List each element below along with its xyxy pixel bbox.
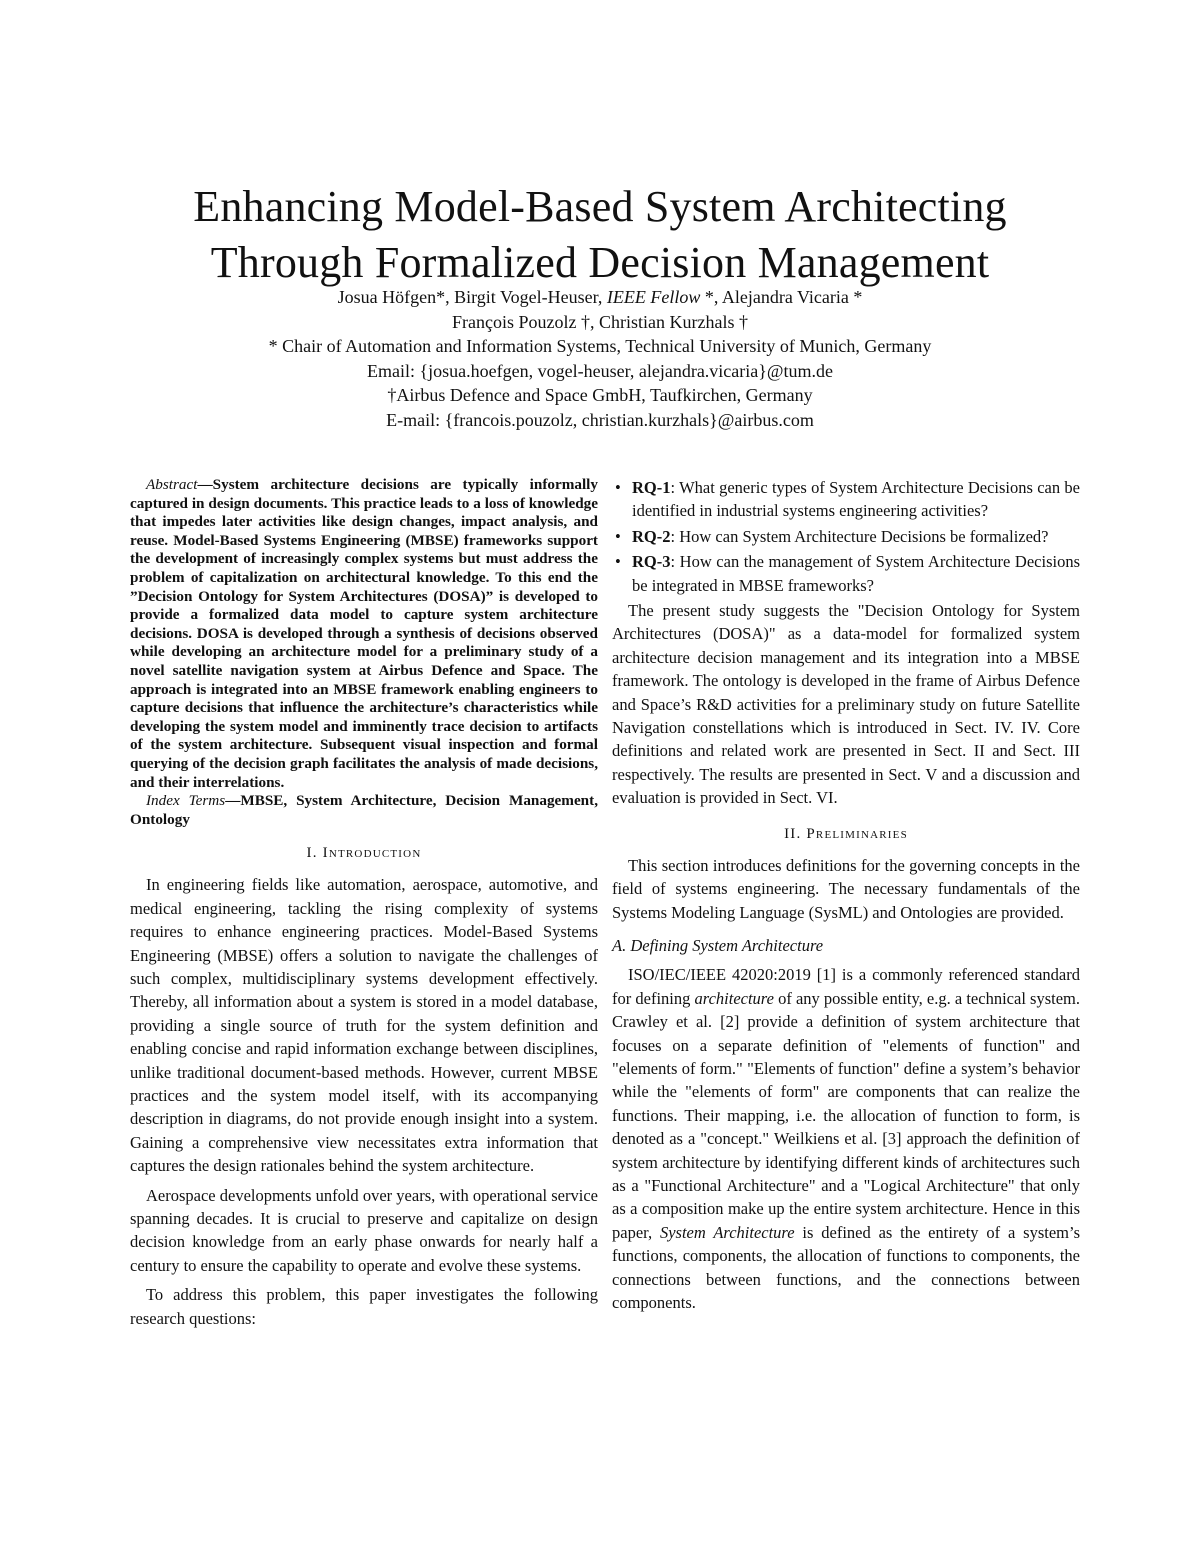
- paragraph-text-c: is defined as the entirety of a system’s functions, components, the allocation of functions to components, the connections between functions, and the connections between components.: [612, 1222, 1080, 1312]
- rq-label: RQ-1: [632, 478, 671, 497]
- section-number: II.: [784, 825, 807, 842]
- author-names-b: *, Alejandra Vicaria *: [700, 287, 863, 307]
- rq-label: RQ-2: [632, 526, 671, 546]
- preliminaries-paragraph: This section introduces definitions for the governing concepts in the field of systems engineering. The necessary fundamentals of the Systems Modeling Language (SysML) and Ontologies are provided.: [612, 855, 1080, 922]
- abstract-text: —System architecture decisions are typically informally captured in design documents. This practice leads to a loss of knowledge that impedes later activities like design changes, impact analysis, and reuse. Model-Based Systems Engineering (MBSE) frameworks support the development of increasingly complex systems but must address the problem of capitalization on architectural knowledge. To this end the ”Decision Ontology for System Architectures (DOSA)” is developed to provide a formalized data model to capture system architecture decisions. DOSA is developed through a synthesis of decisions observed while developing an architecture model for a preliminary study of a novel satellite navigation system at Airbus Defence and Space. The approach is integrated into an MBSE framework enabling engineers to capture decisions that influence the architecture’s characteristics while developing the system model and imminently trace decision to artifacts of the system architecture. Subsequent visual inspection and formal querying of the decision graph facilitates the analysis of made decisions, and their interrelations.: [130, 476, 598, 791]
- paragraph-text-a: ISO/IEC/IEEE 42020:2019 [1] is a commonly referenced standard for defining: [612, 965, 1080, 1008]
- author-names-a: Josua Höfgen*, Birgit Vogel-Heuser,: [337, 287, 607, 307]
- section-heading-preliminaries: [612, 824, 1080, 844]
- bullet: •: [615, 552, 621, 572]
- title-line-1: Enhancing Model-Based System Architecting: [193, 182, 1007, 232]
- email-1: Email: {josua.hoefgen, vogel-heuser, alejandra.vicaria}@tum.de: [367, 360, 833, 381]
- affiliation-1: * Chair of Automation and Information Systems, Technical University of Munich, Germany: [268, 336, 932, 357]
- index-terms-text: —MBSE, System Architecture, Decision Management, Ontology: [130, 792, 598, 828]
- subsection-heading: A. Defining System Architecture: [612, 935, 824, 955]
- list-item: [612, 550, 1080, 597]
- section-title: Introduction: [322, 845, 422, 862]
- email-2: E-mail: {francois.pouzolz, christian.kurzhals}@airbus.com: [386, 409, 814, 430]
- list-item: [612, 476, 1080, 523]
- list-item: [612, 525, 1080, 548]
- rq-text: : How can System Architecture Decisions be formalized?: [670, 526, 1049, 546]
- author-block: [100, 285, 1100, 433]
- study-paragraph: The present study suggests the "Decision Ontology for System Architectures (DOSA)" as a data-model for formalized system architecture decision management and its integration into a MBSE framework. The ontology is developed in the frame of Airbus Defence and Space’s R&D activities for a preliminary study on future Satellite Navigation constellations which is introduced in Sect. IV. IV. Core definitions and related work are presented in Sect. II and Sect. III respectively. The results are presented in Sect. V and a discussion and evaluation is provided in Sect. VI.: [612, 601, 1080, 808]
- rq-text: : How can the management of System Architecture Decisions be integrated in MBSE frameworks?: [632, 552, 1080, 595]
- fellow-title: IEEE Fellow: [606, 287, 701, 307]
- emphasis-system-architecture: System Architecture: [659, 1222, 795, 1242]
- abstract-lead: Abstract: [146, 476, 198, 493]
- paragraph-text-b: of any possible entity, e.g. a technical system. Crawley et al. [2] provide a definition of system architecture that focuses on a separate definition of "elements of function" and "elements of form." "Elements of function" define a system’s behavior while the "elements of form" are components that can realize the functions. Their mapping, i.e. the allocation of function to form, is denoted as a "concept." Weilkiens et al. [3] approach the definition of system architecture by identifying different kinds of architectures such as a "Functional Architecture" and a "Logical Architecture" that only as a composition make up the entire system architecture. Hence in this paper,: [612, 988, 1080, 1242]
- author-line-2: François Pouzolz †, Christian Kurzhals †: [452, 311, 748, 332]
- section-number: I.: [306, 845, 323, 862]
- abstract: [130, 476, 598, 792]
- index-terms: [130, 792, 598, 829]
- rq-text: : What generic types of System Architecture Decisions can be identified in industrial systems engineering activities?: [632, 478, 1080, 521]
- rq-label: RQ-3: [632, 552, 671, 572]
- architecture-paragraph: [612, 963, 1080, 1314]
- right-column: [612, 476, 1080, 1320]
- intro-paragraph-1: In engineering fields like automation, aerospace, automotive, and medical engineering, tackling the rising complexity of systems requires to enhance engineering practices. Model-Based Systems Engineering (MBSE) offers a solution to navigate the challenges of such complex, multidisciplinary systems development effectively. Thereby, all information about a system is stored in a model database, providing a single source of truth for the system definition and enabling concise and rapid information exchange between disciplines, unlike traditional document-based methods. However, current MBSE practices and the system model itself, with its accompanying description in diagrams, do not provide enough insight into a system. Gaining a comprehensive view necessitates extra information that captures the design rationales behind the system architecture.: [130, 875, 598, 1176]
- intro-paragraph-2: Aerospace developments unfold over years, with operational service spanning decades. It is crucial to preserve and capitalize on design decision knowledge from an early phase onwards for nearly half a century to ensure the capability to operate and evolve these systems.: [130, 1185, 598, 1275]
- index-terms-lead: Index Terms: [146, 792, 226, 810]
- section-title: Preliminaries: [806, 825, 908, 842]
- title-line-2: Through Formalized Decision Management: [210, 238, 990, 288]
- section-heading-introduction: [130, 843, 598, 863]
- left-column: [130, 476, 598, 1336]
- affiliation-2: †Airbus Defence and Space GmbH, Taufkirchen, Germany: [387, 385, 813, 406]
- bullet: •: [615, 478, 621, 497]
- paper-title: [100, 179, 1100, 291]
- emphasis-architecture: architecture: [694, 988, 774, 1008]
- research-questions-list: [612, 476, 1080, 597]
- author-line-1: [100, 285, 1100, 310]
- intro-paragraph-3: To address this problem, this paper investigates the following research questions:: [130, 1285, 598, 1328]
- bullet: •: [615, 526, 621, 546]
